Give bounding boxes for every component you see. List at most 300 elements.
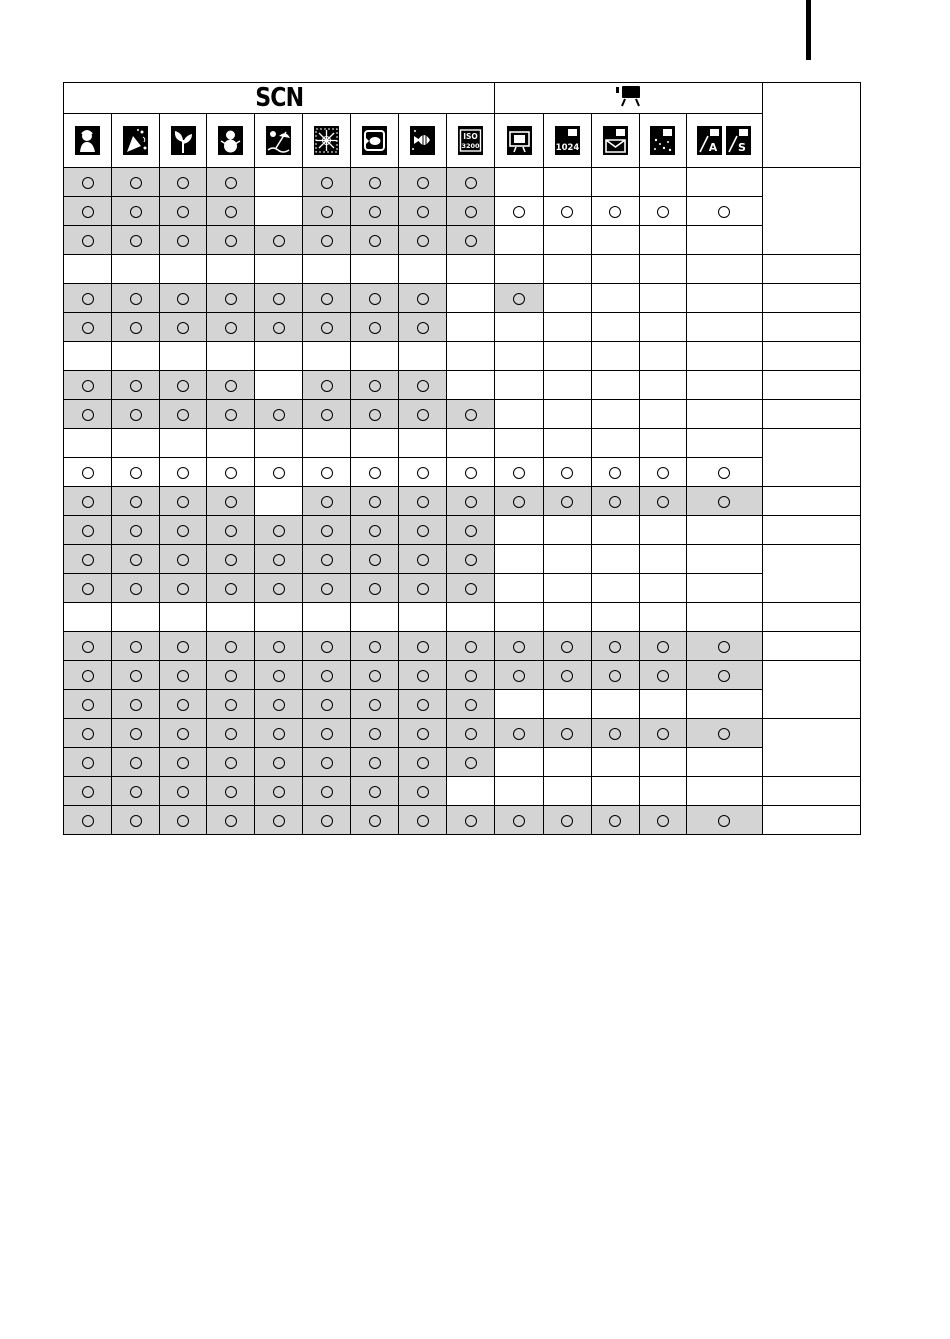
available-circle-icon (369, 177, 381, 189)
available-circle-icon (177, 380, 189, 392)
available-circle-icon (609, 815, 621, 827)
available-circle-icon (513, 815, 525, 827)
available-circle-icon (177, 641, 189, 653)
available-circle-icon (130, 467, 142, 479)
availability-cell (543, 632, 591, 661)
availability-cell (447, 429, 495, 458)
available-circle-icon (321, 409, 333, 421)
availability-cell (639, 690, 686, 719)
availability-cell (399, 603, 447, 632)
aquarium-scene-icon (362, 126, 387, 155)
available-circle-icon (417, 786, 429, 798)
available-circle-icon (417, 409, 429, 421)
movie-mode-group-header (495, 83, 762, 114)
availability-cell (207, 400, 255, 429)
available-circle-icon (321, 699, 333, 711)
color-accent-movie-icon (650, 126, 675, 155)
availability-cell (686, 371, 762, 400)
availability-cell (495, 429, 543, 458)
available-circle-icon (273, 815, 285, 827)
availability-cell (112, 429, 160, 458)
side-note-cell (762, 342, 860, 371)
availability-cell (255, 197, 303, 226)
availability-cell (447, 255, 495, 284)
availability-cell (495, 168, 543, 197)
availability-cell (495, 226, 543, 255)
icon-header-cell (255, 114, 303, 168)
availability-cell (495, 806, 543, 835)
available-circle-icon (225, 177, 237, 189)
icon-header-cell (447, 114, 495, 168)
available-circle-icon (177, 757, 189, 769)
available-circle-icon (225, 757, 237, 769)
available-circle-icon (321, 293, 333, 305)
available-circle-icon (321, 380, 333, 392)
available-circle-icon (177, 670, 189, 682)
function-availability-table (63, 82, 861, 835)
availability-cell (447, 458, 495, 487)
availability-cell (686, 603, 762, 632)
availability-cell (495, 255, 543, 284)
available-circle-icon (417, 670, 429, 682)
availability-cell (351, 748, 399, 777)
availability-cell (591, 313, 639, 342)
availability-cell (543, 284, 591, 313)
movie-camera-icon (614, 93, 644, 112)
foliage-scene-icon (171, 126, 196, 155)
available-circle-icon (369, 786, 381, 798)
availability-cell (686, 197, 762, 226)
table-row (64, 545, 861, 574)
available-circle-icon (465, 177, 477, 189)
availability-cell (255, 458, 303, 487)
availability-cell (160, 603, 207, 632)
availability-cell (686, 719, 762, 748)
available-circle-icon (321, 583, 333, 595)
availability-cell (303, 632, 351, 661)
available-circle-icon (82, 670, 94, 682)
availability-cell (686, 313, 762, 342)
available-circle-icon (82, 409, 94, 421)
availability-cell (64, 458, 112, 487)
available-circle-icon (465, 641, 477, 653)
available-circle-icon (417, 235, 429, 247)
available-circle-icon (718, 815, 730, 827)
available-circle-icon (369, 322, 381, 334)
table-row (64, 197, 861, 226)
available-circle-icon (417, 496, 429, 508)
availability-cell (64, 719, 112, 748)
availability-cell (591, 690, 639, 719)
availability-cell (686, 226, 762, 255)
side-header-cell (762, 83, 860, 168)
availability-cell (64, 516, 112, 545)
available-circle-icon (513, 728, 525, 740)
availability-cell (207, 574, 255, 603)
available-circle-icon (225, 554, 237, 566)
availability-cell (591, 806, 639, 835)
icon-header-cell (495, 114, 543, 168)
availability-cell (639, 313, 686, 342)
availability-cell (543, 777, 591, 806)
availability-cell (495, 748, 543, 777)
availability-cell (207, 690, 255, 719)
available-circle-icon (273, 554, 285, 566)
available-circle-icon (369, 467, 381, 479)
side-note-cell (762, 313, 860, 342)
available-circle-icon (225, 525, 237, 537)
availability-cell (160, 661, 207, 690)
accent-a-label: A (708, 141, 718, 154)
available-circle-icon (369, 206, 381, 218)
availability-cell (639, 226, 686, 255)
availability-cell (543, 806, 591, 835)
availability-cell (591, 342, 639, 371)
availability-cell (591, 371, 639, 400)
availability-cell (639, 632, 686, 661)
availability-cell (64, 632, 112, 661)
icon-header-cell (303, 114, 351, 168)
availability-cell (351, 197, 399, 226)
available-circle-icon (82, 757, 94, 769)
available-circle-icon (177, 409, 189, 421)
available-circle-icon (609, 467, 621, 479)
availability-cell (399, 487, 447, 516)
available-circle-icon (417, 206, 429, 218)
availability-cell (112, 661, 160, 690)
available-circle-icon (130, 409, 142, 421)
availability-cell (207, 487, 255, 516)
available-circle-icon (225, 728, 237, 740)
availability-cell (686, 284, 762, 313)
available-circle-icon (130, 177, 142, 189)
fireworks-scene-icon (314, 126, 339, 155)
availability-cell (639, 487, 686, 516)
available-circle-icon (177, 815, 189, 827)
availability-cell (399, 458, 447, 487)
available-circle-icon (225, 322, 237, 334)
availability-cell (207, 748, 255, 777)
availability-cell (447, 574, 495, 603)
availability-cell (447, 632, 495, 661)
availability-cell (112, 255, 160, 284)
iso-label-bottom: 3200 (461, 142, 480, 150)
available-circle-icon (177, 699, 189, 711)
availability-cell (591, 400, 639, 429)
availability-cell (64, 342, 112, 371)
available-circle-icon (417, 525, 429, 537)
available-circle-icon (321, 786, 333, 798)
availability-cell (351, 516, 399, 545)
availability-cell (543, 516, 591, 545)
availability-cell (639, 284, 686, 313)
availability-cell (399, 661, 447, 690)
available-circle-icon (82, 177, 94, 189)
availability-cell (64, 777, 112, 806)
available-circle-icon (465, 496, 477, 508)
availability-cell (591, 661, 639, 690)
availability-cell (351, 284, 399, 313)
availability-cell (207, 371, 255, 400)
icon-header-cell (64, 114, 112, 168)
availability-cell (639, 603, 686, 632)
availability-cell (639, 516, 686, 545)
availability-cell (543, 429, 591, 458)
availability-cell (351, 458, 399, 487)
availability-cell (303, 371, 351, 400)
available-circle-icon (273, 641, 285, 653)
availability-cell (160, 255, 207, 284)
available-circle-icon (369, 380, 381, 392)
side-note-cell (762, 371, 860, 400)
availability-cell (303, 342, 351, 371)
side-note-cell (762, 545, 860, 603)
availability-cell (207, 719, 255, 748)
availability-cell (112, 342, 160, 371)
available-circle-icon (273, 467, 285, 479)
availability-cell (160, 806, 207, 835)
availability-cell (686, 342, 762, 371)
available-circle-icon (82, 467, 94, 479)
table-row (64, 429, 861, 458)
availability-cell (255, 429, 303, 458)
table-row (64, 806, 861, 835)
accent-s-label: S (738, 141, 747, 154)
available-circle-icon (417, 467, 429, 479)
available-circle-icon (273, 699, 285, 711)
availability-cell (303, 661, 351, 690)
available-circle-icon (609, 496, 621, 508)
available-circle-icon (417, 554, 429, 566)
availability-cell (399, 719, 447, 748)
availability-cell (639, 168, 686, 197)
available-circle-icon (465, 554, 477, 566)
availability-cell (351, 487, 399, 516)
available-circle-icon (417, 177, 429, 189)
icon-header-cell (639, 114, 686, 168)
availability-cell (255, 632, 303, 661)
available-circle-icon (465, 815, 477, 827)
available-circle-icon (273, 728, 285, 740)
table-row (64, 690, 861, 719)
availability-cell (591, 719, 639, 748)
availability-cell (112, 487, 160, 516)
available-circle-icon (225, 496, 237, 508)
available-circle-icon (130, 380, 142, 392)
availability-cell (399, 313, 447, 342)
availability-cell (399, 632, 447, 661)
available-circle-icon (82, 380, 94, 392)
table-row (64, 284, 861, 313)
availability-cell (543, 371, 591, 400)
availability-cell (639, 545, 686, 574)
availability-cell (351, 661, 399, 690)
availability-cell (591, 545, 639, 574)
availability-cell (399, 284, 447, 313)
availability-cell (207, 632, 255, 661)
available-circle-icon (321, 757, 333, 769)
availability-cell (351, 574, 399, 603)
availability-cell (591, 429, 639, 458)
availability-cell (447, 226, 495, 255)
availability-cell (495, 342, 543, 371)
availability-cell (639, 777, 686, 806)
availability-cell (255, 400, 303, 429)
table-row (64, 168, 861, 197)
compact-movie-icon (603, 126, 628, 155)
available-circle-icon (561, 670, 573, 682)
availability-cell (351, 632, 399, 661)
available-circle-icon (321, 496, 333, 508)
availability-cell (255, 371, 303, 400)
available-circle-icon (465, 583, 477, 595)
availability-cell (351, 429, 399, 458)
availability-cell (447, 516, 495, 545)
availability-cell (64, 400, 112, 429)
availability-cell (160, 574, 207, 603)
availability-cell (112, 168, 160, 197)
side-note-cell (762, 255, 860, 284)
available-circle-icon (561, 728, 573, 740)
availability-cell (112, 516, 160, 545)
available-circle-icon (657, 670, 669, 682)
availability-cell (639, 748, 686, 777)
availability-cell (64, 226, 112, 255)
availability-cell (207, 661, 255, 690)
available-circle-icon (321, 235, 333, 247)
availability-cell (686, 458, 762, 487)
available-circle-icon (369, 670, 381, 682)
available-circle-icon (225, 467, 237, 479)
available-circle-icon (369, 641, 381, 653)
available-circle-icon (369, 728, 381, 740)
availability-cell (399, 574, 447, 603)
available-circle-icon (130, 206, 142, 218)
availability-cell (64, 487, 112, 516)
underwater-scene-icon (410, 126, 435, 155)
availability-cell (160, 342, 207, 371)
available-circle-icon (130, 641, 142, 653)
table-row (64, 313, 861, 342)
availability-cell (495, 574, 543, 603)
iso3200-scene-icon (458, 126, 483, 155)
available-circle-icon (609, 728, 621, 740)
availability-cell (639, 806, 686, 835)
availability-cell (255, 661, 303, 690)
table-row (64, 487, 861, 516)
available-circle-icon (321, 206, 333, 218)
availability-cell (399, 255, 447, 284)
availability-cell (639, 371, 686, 400)
availability-cell (207, 458, 255, 487)
available-circle-icon (225, 206, 237, 218)
availability-cell (686, 400, 762, 429)
available-circle-icon (321, 554, 333, 566)
availability-cell (160, 284, 207, 313)
availability-cell (447, 400, 495, 429)
availability-cell (447, 168, 495, 197)
availability-cell (64, 255, 112, 284)
availability-cell (639, 661, 686, 690)
availability-cell (686, 574, 762, 603)
availability-cell (639, 255, 686, 284)
availability-cell (255, 690, 303, 719)
available-circle-icon (82, 235, 94, 247)
availability-cell (207, 313, 255, 342)
available-circle-icon (513, 467, 525, 479)
availability-cell (303, 487, 351, 516)
available-circle-icon (177, 554, 189, 566)
available-circle-icon (718, 496, 730, 508)
available-circle-icon (177, 235, 189, 247)
availability-cell (351, 168, 399, 197)
portrait-scene-icon (75, 126, 100, 155)
availability-cell (399, 168, 447, 197)
availability-cell (255, 313, 303, 342)
side-note-cell (762, 168, 860, 255)
available-circle-icon (417, 815, 429, 827)
availability-cell (112, 284, 160, 313)
availability-cell (686, 632, 762, 661)
availability-cell (160, 429, 207, 458)
available-circle-icon (82, 293, 94, 305)
available-circle-icon (561, 496, 573, 508)
available-circle-icon (321, 322, 333, 334)
availability-cell (64, 661, 112, 690)
available-circle-icon (417, 728, 429, 740)
available-circle-icon (225, 641, 237, 653)
availability-cell (351, 342, 399, 371)
availability-cell (207, 342, 255, 371)
available-circle-icon (465, 206, 477, 218)
available-circle-icon (369, 409, 381, 421)
party-scene-icon (123, 126, 148, 155)
availability-cell (543, 603, 591, 632)
availability-cell (543, 168, 591, 197)
availability-cell (591, 777, 639, 806)
available-circle-icon (177, 786, 189, 798)
availability-cell (64, 371, 112, 400)
availability-cell (639, 719, 686, 748)
availability-cell (112, 719, 160, 748)
available-circle-icon (718, 728, 730, 740)
availability-cell (543, 748, 591, 777)
available-circle-icon (130, 525, 142, 537)
side-note-cell (762, 719, 860, 777)
availability-cell (112, 603, 160, 632)
available-circle-icon (273, 235, 285, 247)
availability-cell (303, 516, 351, 545)
availability-cell (112, 574, 160, 603)
available-circle-icon (465, 728, 477, 740)
availability-cell (160, 516, 207, 545)
availability-cell (543, 226, 591, 255)
available-circle-icon (225, 583, 237, 595)
side-note-cell (762, 806, 860, 835)
availability-cell (639, 197, 686, 226)
availability-cell (303, 603, 351, 632)
available-circle-icon (561, 206, 573, 218)
availability-cell (399, 690, 447, 719)
side-note-cell (762, 516, 860, 545)
availability-cell (112, 400, 160, 429)
availability-cell (303, 400, 351, 429)
available-circle-icon (82, 496, 94, 508)
availability-cell (591, 632, 639, 661)
availability-cell (543, 545, 591, 574)
available-circle-icon (130, 670, 142, 682)
availability-cell (112, 806, 160, 835)
